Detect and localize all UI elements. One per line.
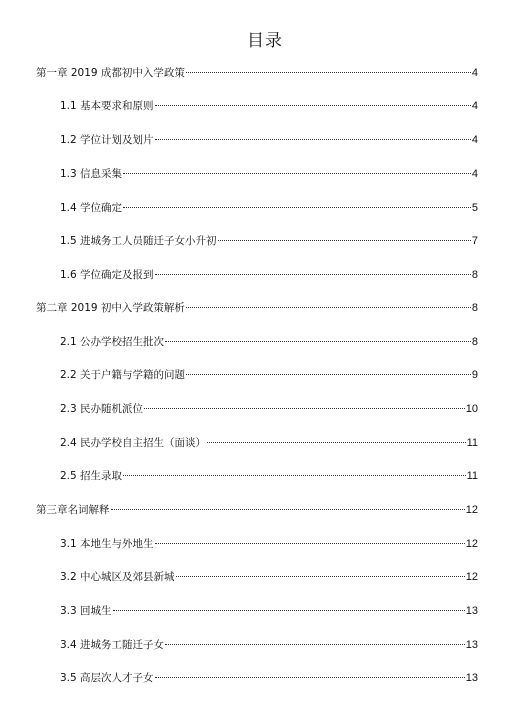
toc-entry-text: 1.3 信息采集 — [60, 168, 123, 180]
toc-entry-text: 2.3 民办随机派位 — [60, 403, 144, 415]
toc-entry-text: 1.2 学位计划及划片 — [60, 134, 154, 146]
toc-page-number: 5 — [471, 202, 478, 214]
toc-entry-text: 1.1 基本要求和原则 — [60, 100, 154, 112]
toc-entry-text: 3.1 本地生与外地生 — [60, 538, 154, 550]
toc-page-number: 12 — [465, 504, 478, 516]
toc-page-number: 8 — [471, 269, 478, 281]
dot-leader — [218, 240, 471, 241]
dot-leader — [165, 341, 471, 342]
toc-entry-text: 3.5 高层次人才子女 — [60, 672, 154, 684]
toc-entry-chapter-1[interactable] — [36, 64, 478, 82]
dot-leader — [113, 610, 465, 611]
dot-leader — [186, 374, 471, 375]
dot-leader — [165, 644, 465, 645]
toc-entry-1-2[interactable] — [60, 131, 478, 149]
toc-page-number: 13 — [465, 605, 478, 617]
toc-entry-text: 2.5 招生录取 — [60, 470, 123, 482]
toc-page-number: 13 — [465, 639, 478, 651]
toc-title: 目录 — [247, 31, 283, 51]
toc-entry-3-5[interactable] — [60, 669, 478, 687]
dot-leader — [155, 105, 471, 106]
toc-page-number: 4 — [471, 100, 478, 112]
dot-leader — [207, 442, 466, 443]
toc-entry-3-2[interactable] — [60, 568, 478, 586]
toc-page-number: 12 — [465, 571, 478, 583]
toc-entry-text: 2.2 关于户籍与学籍的问题 — [60, 369, 186, 381]
toc-page-number: 8 — [471, 302, 478, 314]
toc-entry-text: 3.2 中心城区及郊县新城 — [60, 571, 175, 583]
toc-entry-2-4[interactable] — [60, 434, 478, 452]
toc-page-number: 10 — [465, 403, 478, 415]
toc-entry-text: 1.4 学位确定 — [60, 202, 123, 214]
toc-entry-1-4[interactable] — [60, 199, 478, 217]
toc-entry-2-3[interactable] — [60, 400, 478, 418]
dot-leader — [144, 408, 465, 409]
toc-entry-1-6[interactable] — [60, 266, 478, 284]
toc-page-number: 11 — [466, 470, 478, 482]
toc-entry-text: 2.1 公办学校招生批次 — [60, 336, 165, 348]
toc-entry-text: 3.4 进城务工随迁子女 — [60, 639, 165, 651]
dot-leader — [176, 576, 465, 577]
toc-entry-chapter-2[interactable] — [36, 299, 478, 317]
toc-page-number: 8 — [471, 336, 478, 348]
toc-entry-1-3[interactable] — [60, 165, 478, 183]
toc-entry-text: 第三章名词解释 — [36, 504, 110, 516]
toc-entry-1-5[interactable] — [60, 232, 478, 250]
toc-entry-2-2[interactable] — [60, 366, 478, 384]
toc-page-number: 11 — [466, 437, 478, 449]
toc-page-number: 4 — [471, 67, 478, 79]
toc-entry-text: 1.6 学位确定及报到 — [60, 269, 154, 281]
dot-leader — [123, 207, 471, 208]
toc-entry-text: 3.3 回城生 — [60, 605, 112, 617]
dot-leader — [186, 307, 471, 308]
toc-page-number: 4 — [471, 134, 478, 146]
toc-entry-3-4[interactable] — [60, 636, 478, 654]
dot-leader — [186, 72, 471, 73]
dot-leader — [155, 139, 471, 140]
dot-leader — [123, 173, 471, 174]
dot-leader — [155, 274, 471, 275]
toc-entry-text: 2.4 民办学校自主招生（面谈） — [60, 437, 207, 449]
toc-page-number: 4 — [471, 168, 478, 180]
dot-leader — [123, 475, 466, 476]
toc-page-number: 7 — [471, 235, 478, 247]
dot-leader — [111, 509, 465, 510]
toc-entry-2-5[interactable] — [60, 467, 478, 485]
dot-leader — [155, 543, 465, 544]
toc-entry-text: 1.5 进城务工人员随迁子女小升初 — [60, 235, 217, 247]
toc-entry-3-3[interactable] — [60, 602, 478, 620]
toc-page-number: 13 — [465, 672, 478, 684]
toc-entry-2-1[interactable] — [60, 333, 478, 351]
toc-entry-3-1[interactable] — [60, 535, 478, 553]
toc-page-number: 12 — [465, 538, 478, 550]
dot-leader — [155, 677, 465, 678]
toc-entry-chapter-3[interactable] — [36, 501, 478, 519]
toc-entry-1-1[interactable] — [60, 97, 478, 115]
toc-page-number: 9 — [471, 369, 478, 381]
toc-entry-text: 第二章 2019 初中入学政策解析 — [36, 302, 185, 314]
toc-entry-text: 第一章 2019 成都初中入学政策 — [36, 67, 185, 79]
